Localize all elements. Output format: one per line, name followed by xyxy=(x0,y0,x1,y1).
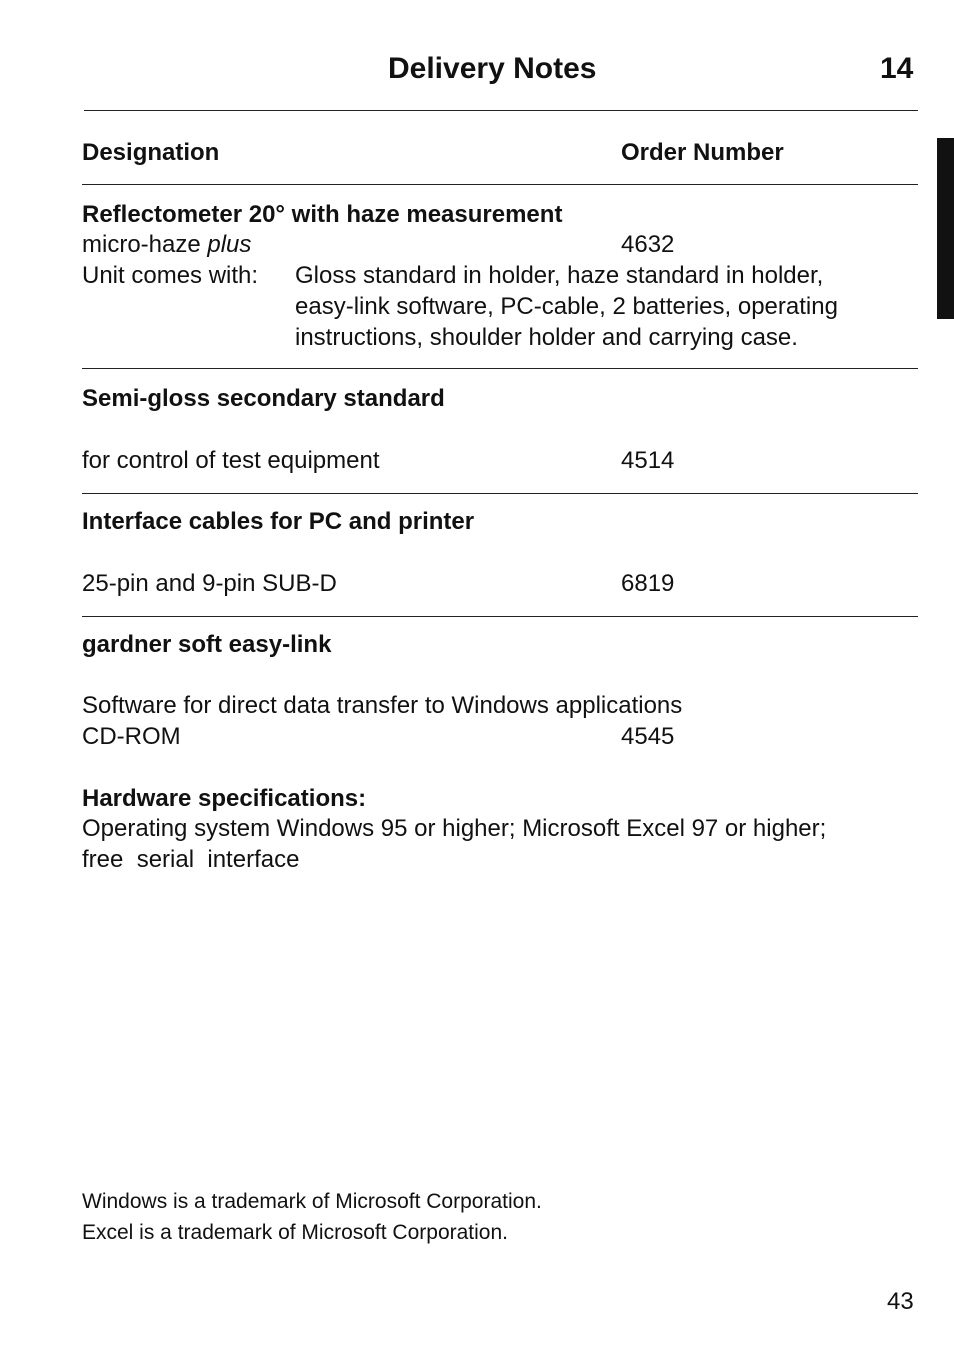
column-header-order-number: Order Number xyxy=(621,139,784,166)
item-name-software: CD-ROM xyxy=(82,723,181,750)
includes-line-2: easy-link software, PC-cable, 2 batteries, operating xyxy=(295,293,838,320)
includes-line-1: Gloss standard in holder, haze standard in holder, xyxy=(295,262,824,289)
item-number-semigloss: 4514 xyxy=(621,447,675,474)
includes-label: Unit comes with: xyxy=(82,262,259,289)
hardware-spec-line-2: free serial interface xyxy=(82,846,300,873)
table-header-divider xyxy=(82,184,918,185)
hardware-spec-line-1: Operating system Windows 95 or higher; Microsoft Excel 97 or higher; xyxy=(82,815,827,842)
item-name-micro-haze xyxy=(82,231,251,259)
section-divider xyxy=(82,616,918,617)
column-header-designation: Designation xyxy=(82,139,220,166)
footnote-windows: Windows is a trademark of Microsoft Corporation. xyxy=(82,1190,542,1213)
section-heading-software: gardner soft easy-link xyxy=(82,631,332,658)
item-number-cables: 6819 xyxy=(621,570,675,597)
header-divider xyxy=(84,110,918,111)
item-name-italic: plus xyxy=(207,231,252,258)
section-divider xyxy=(82,368,918,369)
hardware-spec-heading: Hardware specifications: xyxy=(82,785,367,812)
footnote-excel: Excel is a trademark of Microsoft Corporation. xyxy=(82,1221,508,1244)
item-name-main: micro-haze xyxy=(82,231,208,258)
item-number-micro-haze: 4632 xyxy=(621,231,675,258)
section-divider xyxy=(82,493,918,494)
section-heading-cables: Interface cables for PC and printer xyxy=(82,508,475,535)
item-number-software: 4545 xyxy=(621,723,675,750)
page-title: Delivery Notes xyxy=(388,52,597,85)
section-heading-semigloss: Semi-gloss secondary standard xyxy=(82,385,445,412)
chapter-number: 14 xyxy=(880,52,914,85)
chapter-tab-marker xyxy=(937,138,954,319)
item-name-semigloss: for control of test equipment xyxy=(82,447,380,474)
page-number: 43 xyxy=(887,1288,914,1315)
item-name-cables: 25-pin and 9-pin SUB-D xyxy=(82,570,337,597)
section-heading-reflectometer: Reflectometer 20° with haze measurement xyxy=(82,201,563,228)
software-description: Software for direct data transfer to Windows applications xyxy=(82,692,683,719)
includes-line-3: instructions, shoulder holder and carrying case. xyxy=(295,324,798,351)
